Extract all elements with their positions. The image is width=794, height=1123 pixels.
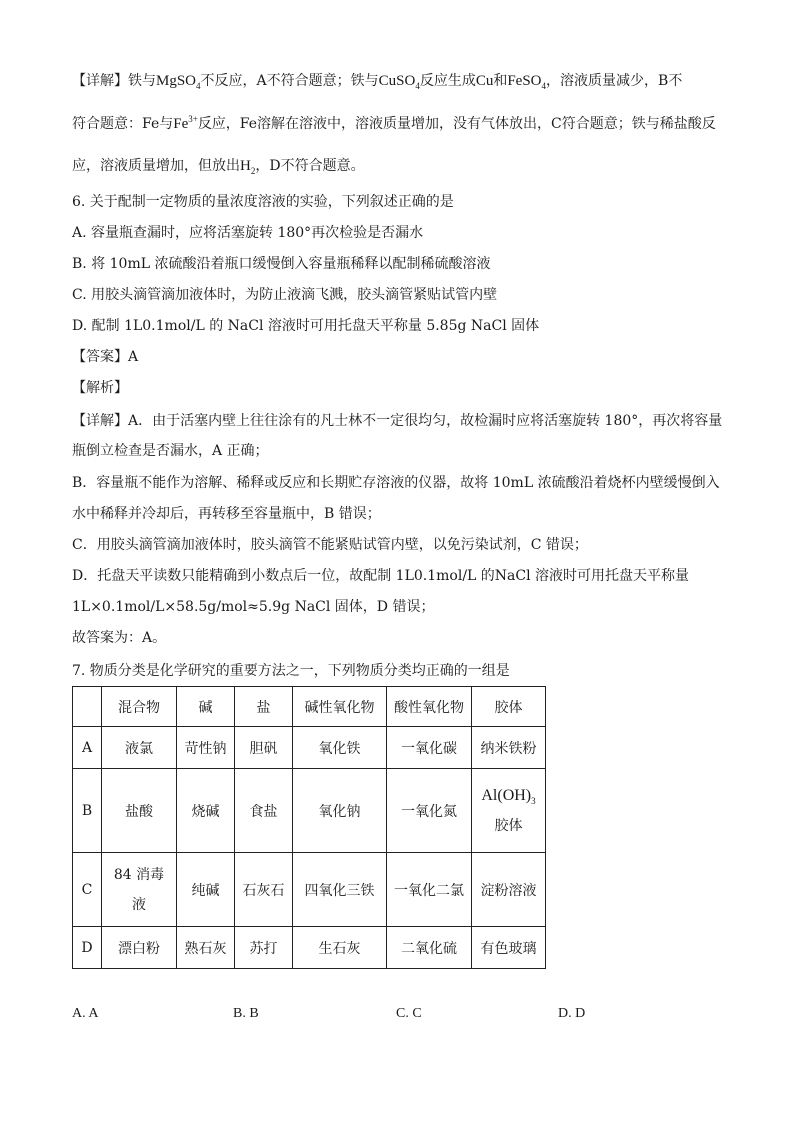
formula-fe3: $Fe^{3+}$ xyxy=(173,114,198,132)
q7-option-a: A. A xyxy=(72,1006,99,1021)
formula-mgso4: MgSO$_4$ xyxy=(156,73,201,91)
q6-detail-line-3: B．容量瓶不能作为溶解、稀释或反应和长期贮存溶液的仪器，故将 10mL 浓硫酸沿着烧杯内壁缓慢倒入 xyxy=(72,475,720,491)
q6-detail-line-5: C．用胶头滴管滴加液体时，胶头滴管不能紧贴试管内壁，以免污染试剂，C 错误； xyxy=(72,537,588,553)
table-cell: 84 消毒 液 xyxy=(102,853,177,927)
q6-detail-line-1: 【详解】A．由于活塞内壁上往往涂有的凡士林不一定很均匀，故检漏时应将活塞旋转 180°，再次将容量 xyxy=(72,413,723,429)
table-cell: 二氧化硫 xyxy=(387,927,472,969)
table-cell: 纯碱 xyxy=(177,853,235,927)
table-row xyxy=(73,927,546,969)
q5-detail-line-1: 【详解】铁与MgSO$_4$不反应，A不符合题意；铁与CuSO$_4$反应生成Cu和FeSO$_4$，溶液质量减少，B不 xyxy=(72,73,683,91)
q6-detail-line-7: 1L×0.1mol/L×58.5g/mol≈5.9g NaCl 固体，D 错误； xyxy=(72,599,435,615)
q5-detail-line-3: 应，溶液质量增加，但放出$H_2$，D不符合题意。 xyxy=(72,158,365,176)
table-cell: 苛性钠 xyxy=(177,727,235,769)
table-cell: 盐酸 xyxy=(102,769,177,853)
table-row xyxy=(73,853,546,927)
table-header-cell: 混合物 xyxy=(102,687,177,727)
q6-detail-line-6: D．托盘天平读数只能精确到小数点后一位，故配制 1L0.1mol/L 的NaCl 溶液时可用托盘天平称量 xyxy=(72,568,690,584)
formula-h2: $H_2$ xyxy=(240,158,256,176)
table-header-cell xyxy=(73,687,102,727)
formula-cuso4: CuSO$_4$ xyxy=(378,73,420,91)
table-cell: 氧化铁 xyxy=(293,727,387,769)
q6-analysis-tag: 【解析】 xyxy=(72,380,128,396)
table-cell: 四氧化三铁 xyxy=(293,853,387,927)
row-label: A xyxy=(73,727,102,769)
row-label: D xyxy=(73,927,102,969)
table-cell: 胆矾 xyxy=(235,727,293,769)
q7-option-b: B. B xyxy=(233,1006,259,1021)
q7-option-d: D. D xyxy=(558,1006,586,1021)
table-header-cell: 碱性氧化物 xyxy=(293,687,387,727)
q6-detail-line-8: 故答案为：A。 xyxy=(72,630,167,646)
table-cell: 漂白粉 xyxy=(102,927,177,969)
table-cell: 苏打 xyxy=(235,927,293,969)
table-cell: 生石灰 xyxy=(293,927,387,969)
table-cell: 淀粉溶液 xyxy=(472,853,546,927)
formula-feso4: FeSO$_4$ xyxy=(507,73,547,91)
q6-answer: 【答案】A xyxy=(72,349,139,365)
table-cell: 有色玻璃 xyxy=(472,927,546,969)
q6-option-c: C. 用胶头滴管滴加液体时，为防止液滴飞溅，胶头滴管紧贴试管内壁 xyxy=(72,287,498,303)
table-row xyxy=(73,727,546,769)
q6-option-b: B. 将 10mL 浓硫酸沿着瓶口缓慢倒入容量瓶稀释以配制稀硫酸溶液 xyxy=(72,256,491,272)
table-cell: 一氧化碳 xyxy=(387,727,472,769)
table-header-cell: 胶体 xyxy=(472,687,546,727)
table-cell: 一氧化氮 xyxy=(387,769,472,853)
q6-stem: 6. 关于配制一定物质的量浓度溶液的实验，下列叙述正确的是 xyxy=(72,194,454,210)
q6-detail-line-4: 水中稀释并冷却后，再转移至容量瓶中，B 错误； xyxy=(72,506,381,522)
table-cell: 纳米铁粉 xyxy=(472,727,546,769)
q6-option-d: D. 配制 1L0.1mol/L 的 NaCl 溶液时可用托盘天平称量 5.85g NaCl 固体 xyxy=(72,318,540,334)
table-row xyxy=(73,769,546,853)
colloid-label: 胶体 xyxy=(494,817,523,834)
table-header-cell: 盐 xyxy=(235,687,293,727)
row-label: C xyxy=(73,853,102,927)
table-cell: 熟石灰 xyxy=(177,927,235,969)
detail-tag: 【详解】 xyxy=(72,73,128,89)
table-cell: 食盐 xyxy=(235,769,293,853)
formula-cu: Cu xyxy=(475,73,494,89)
table-header-cell: 酸性氧化物 xyxy=(387,687,472,727)
q7-options xyxy=(0,1006,794,1028)
table-header-cell: 碱 xyxy=(177,687,235,727)
row-label: B xyxy=(73,769,102,853)
table-header-row xyxy=(73,687,546,727)
table-cell: 氧化钠 xyxy=(293,769,387,853)
q5-detail-line-2: 符合题意：Fe与$Fe^{3+}$反应，Fe溶解在溶液中，溶液质量增加，没有气体放出，C符合题意；铁与稀盐酸反 xyxy=(72,114,716,132)
q7-stem: 7. 物质分类是化学研究的重要方法之一，下列物质分类均正确的一组是 xyxy=(72,663,510,679)
table-cell: 烧碱 xyxy=(177,769,235,853)
table-cell: 液氯 xyxy=(102,727,177,769)
classification-table xyxy=(72,686,546,969)
table-cell: 石灰石 xyxy=(235,853,293,927)
q6-option-a: A. 容量瓶查漏时，应将活塞旋转 180°再次检验是否漏水 xyxy=(72,225,424,241)
table-cell: 一氧化二氯 xyxy=(387,853,472,927)
q6-detail-line-2: 瓶倒立检查是否漏水，A 正确； xyxy=(72,443,269,459)
table-cell xyxy=(472,769,546,853)
formula-aloh3: $Al(OH)_3$ xyxy=(481,786,536,806)
q7-option-c: C. C xyxy=(396,1006,422,1021)
